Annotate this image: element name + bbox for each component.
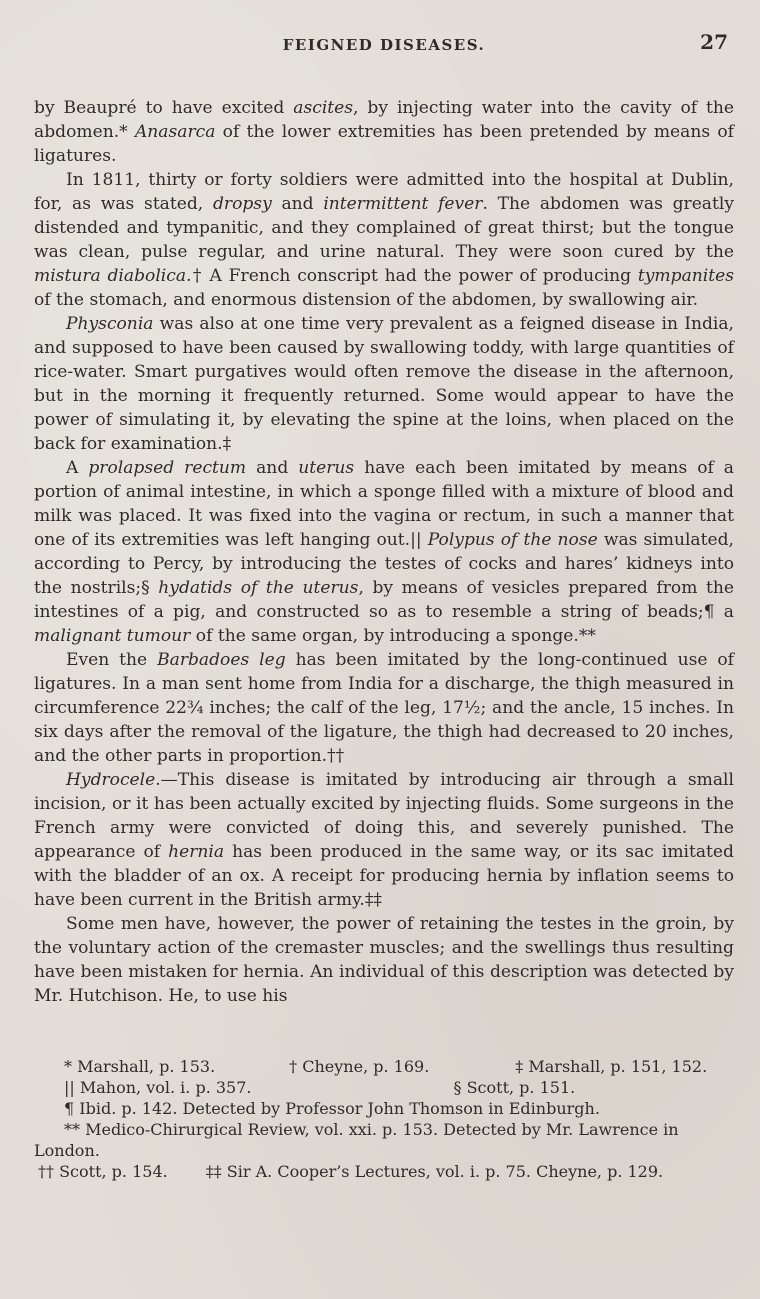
paragraph: Hydrocele.—This disease is imitated by introducing air through a small incision, or it has been actually excited by injecting fluids. Some surgeons in the French army were convicted of doing this, and severely punished. The appearance of hernia has been produced in the same way, or its sac imitated with the bladder of an ox. A receipt for producing hernia by inflation seems to have been current in the British army.‡‡: [34, 770, 734, 910]
footnote: § Scott, p. 151.: [453, 1078, 576, 1097]
footnote-row: [34, 1077, 734, 1098]
running-header: [34, 18, 734, 68]
paragraph: Even the Barbadoes leg has been imitated by the long-continued use of ligatures. In a man sent home from India for a discharge, the thigh measured in circumference 22¾ inches; the calf of the leg, 17½; and the ancle, 15 inches. In six days after the removal of the ligature, the thigh had decreased to 20 inches, and the other parts in proportion.††: [34, 650, 735, 766]
paragraph: Some men have, however, the power of retaining the testes in the groin, by the voluntary action of the cremaster muscles; and the swellings thus resulting have been mistaken for hernia. An individual of this description was detected by Mr. Hutchison. He, to use his: [34, 914, 734, 1006]
page-number: 27: [700, 30, 728, 54]
paragraph: Physconia was also at one time very prevalent as a feigned disease in India, and supposed to have been caused by swallowing toddy, with large quantities of rice-water. Smart purgatives would often remove the disease in the afternoon, but in the morning it frequently returned. Some would appear to have the power of simulating it, by elevating the spine at the loins, when placed on the back for examination.‡: [34, 314, 734, 454]
footnote: †† Scott, p. 154.: [38, 1162, 168, 1181]
paragraph: A prolapsed rectum and uterus have each been imitated by means of a portion of animal intestine, in which a sponge filled with a mixture of blood and milk was placed. It was fixed into the vagina or rectum, in such a manner that one of its extremities was left hanging out.|| Polypus of the nose was simulated, according to Percy, by introducing the testes of cocks and hares’ kidneys into the nostrils;§ hydatids of the uterus, by means of vesicles prepared from the intestines of a pig, and constructed so as to resemble a string of beads;¶ a malignant tumour of the same organ, by introducing a sponge.**: [34, 458, 735, 646]
footnote: ¶ Ibid. p. 142. Detected by Professor John Thomson in Edinburgh.: [64, 1099, 600, 1118]
footnote: * Marshall, p. 153.: [64, 1057, 216, 1076]
footnote: ‡‡ Sir A. Cooper’s Lectures, vol. i. p. 75. Cheyne, p. 129.: [205, 1162, 664, 1181]
footnote-row: [34, 1098, 734, 1119]
footnote: ** Medico-Chirurgical Review, vol. xxi. p. 153. Detected by Mr. Lawrence in London.: [34, 1120, 679, 1160]
running-title: FEIGNED DISEASES.: [282, 36, 486, 54]
body-text: [34, 96, 734, 1008]
footnotes: [34, 1056, 734, 1182]
footnote: † Cheyne, p. 169.: [289, 1057, 430, 1076]
paragraph: In 1811, thirty or forty soldiers were admitted into the hospital at Dublin, for, as was stated, dropsy and intermittent fever. The abdomen was greatly distended and tympanitic, and they complained of great thirst; but the tongue was clean, pulse regular, and urine natural. They were soon cured by the mistura diabolica.† A French conscript had the power of producing tympanites of the stomach, and enormous distension of the abdomen, by swallowing air.: [34, 170, 735, 310]
footnote-row: [34, 1056, 734, 1077]
footnote-row: [34, 1161, 734, 1182]
footnote: || Mahon, vol. i. p. 357.: [64, 1078, 252, 1097]
book-page: [34, 18, 734, 1182]
footnote: ‡ Marshall, p. 151, 152.: [515, 1057, 708, 1076]
paragraph: by Beaupré to have excited ascites, by injecting water into the cavity of the abdomen.* Anasarca of the lower extremities has been pretended by means of ligatures.: [34, 98, 734, 166]
